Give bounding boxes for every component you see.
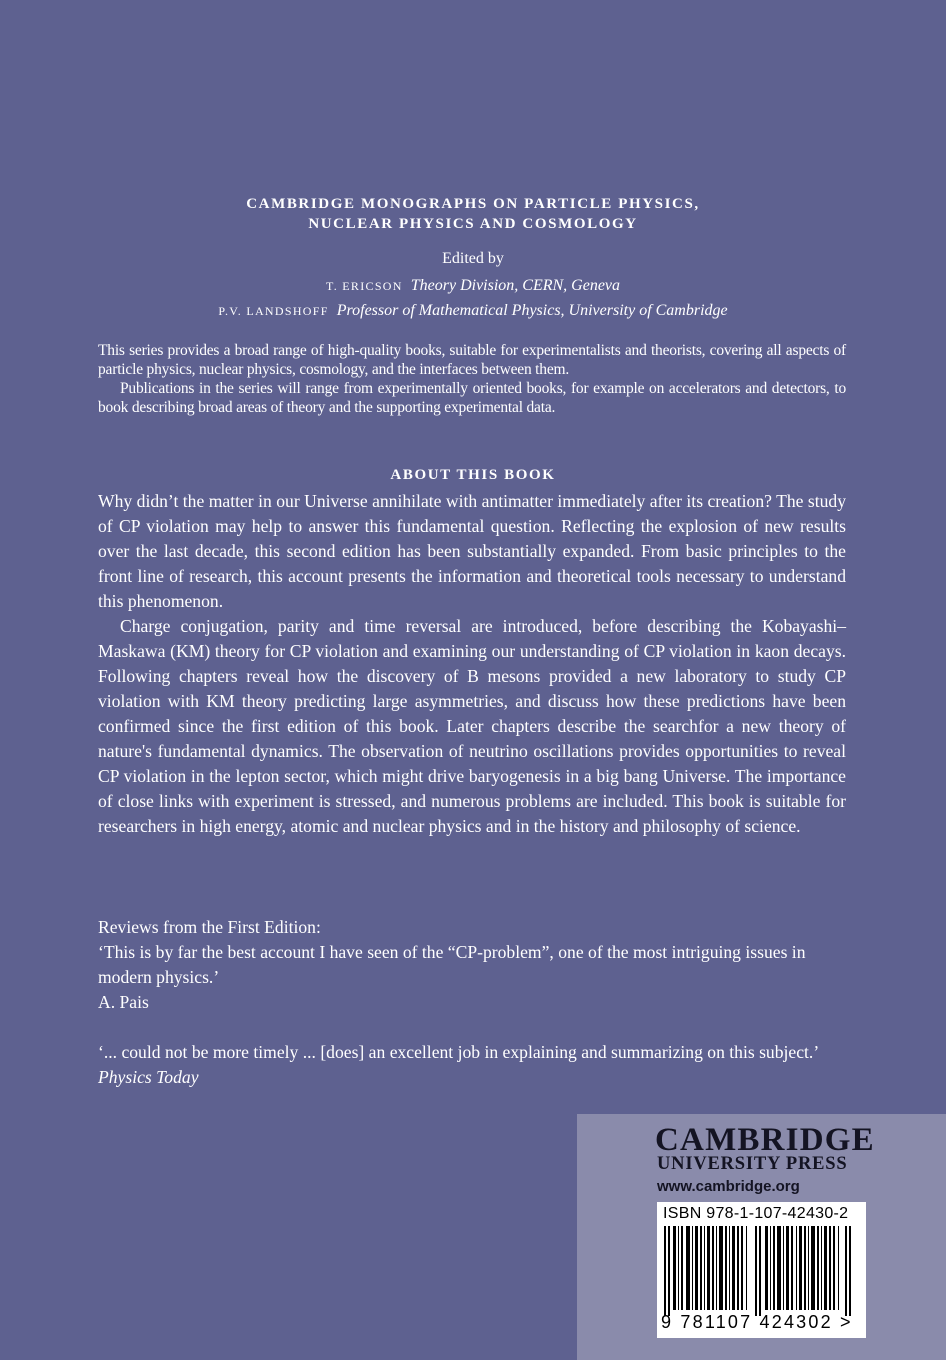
editor-role: Professor of Mathematical Physics, University of Cambridge [336, 302, 728, 319]
series-description-paragraph-2: Publications in the series will range from experimentally oriented books, for example on accelerators and detectors, to book describing broad areas of theory and the supporting experimental data. [98, 380, 846, 416]
edited-by-label: Edited by [442, 250, 504, 267]
publisher-logo-name: CAMBRIDGE [655, 1122, 875, 1158]
editor-name: T. ERICSON [325, 279, 403, 293]
editor-landshoff [98, 302, 848, 320]
publisher-website: www.cambridge.org [657, 1178, 800, 1195]
review-source-1: A. Pais [98, 992, 149, 1012]
about-paragraph-2: Charge conjugation, parity and time reversal are introduced, before describing the Kobayashi–Maskawa (KM) theory for CP violation and examining our understanding of CP violation in kaon decays. Following chapters reveal how the discovery of B mesons provided a new laboratory to study CP violation with KM theory predicting large asymmetries, and discuss how these predictions have been confirmed since the first edition of this book. Later chapters describe the searchfor a new theory of nature's fundamental dynamics. The observation of neutrino oscillations provides opportunities to reveal CP violation in the lepton sector, which might drive baryogenesis in a big bang Universe. The importance of close links with experiment is stressed, and numerous problems are included. This book is suitable for researchers in high energy, atomic and nuclear physics and in the history and philosophy of science. [98, 616, 846, 836]
review-quote-1: ‘This is by far the best account I have seen of the “CP-problem”, one of the most intriguing issues in modern physics.’ [98, 942, 806, 987]
barcode-icon [661, 1226, 862, 1316]
spacer [98, 1015, 846, 1040]
series-title-line-1: CAMBRIDGE MONOGRAPHS ON PARTICLE PHYSICS, [246, 196, 700, 212]
about-heading: ABOUT THIS BOOK [390, 467, 556, 483]
series-title-line-2: NUCLEAR PHYSICS AND COSMOLOGY [308, 216, 638, 232]
publisher-logo-subtitle: UNIVERSITY PRESS [657, 1154, 848, 1174]
review-source-2: Physics Today [98, 1067, 199, 1087]
review-quote-2: ‘... could not be more timely ... [does] an excellent job in explaining and summarizing on this subject.’ [98, 1042, 820, 1062]
series-description-paragraph-1: This series provides a broad range of high-quality books, suitable for experimentalists and theorists, covering all aspects of particle physics, nuclear physics, cosmology, and the interfaces between them. [98, 342, 846, 378]
about-paragraph-1: Why didn’t the matter in our Universe annihilate with antimatter immediately after its creation? The study of CP violation may help to answer this fundamental question. Reflecting the explosion of new results over the last decade, this second edition has been substantially expanded. From basic principles to the front line of research, this account presents the information and theoretical tools necessary to understand this phenomenon. [98, 491, 846, 611]
about-body [98, 489, 846, 839]
editor-name: P.V. LANDSHOFF [218, 304, 329, 318]
editor-ericson [98, 277, 848, 295]
editor-role: Theory Division, CERN, Geneva [410, 277, 621, 294]
publisher-box [577, 1114, 946, 1360]
series-title [98, 194, 848, 234]
reviews-heading: Reviews from the First Edition: [98, 917, 321, 937]
barcode-digits: 9 781107 424302 > [661, 1312, 853, 1332]
barcode-panel [657, 1202, 866, 1338]
series-description [98, 341, 846, 417]
isbn-label: ISBN 978-1-107-42430-2 [663, 1205, 849, 1222]
reviews-section [98, 915, 846, 1090]
